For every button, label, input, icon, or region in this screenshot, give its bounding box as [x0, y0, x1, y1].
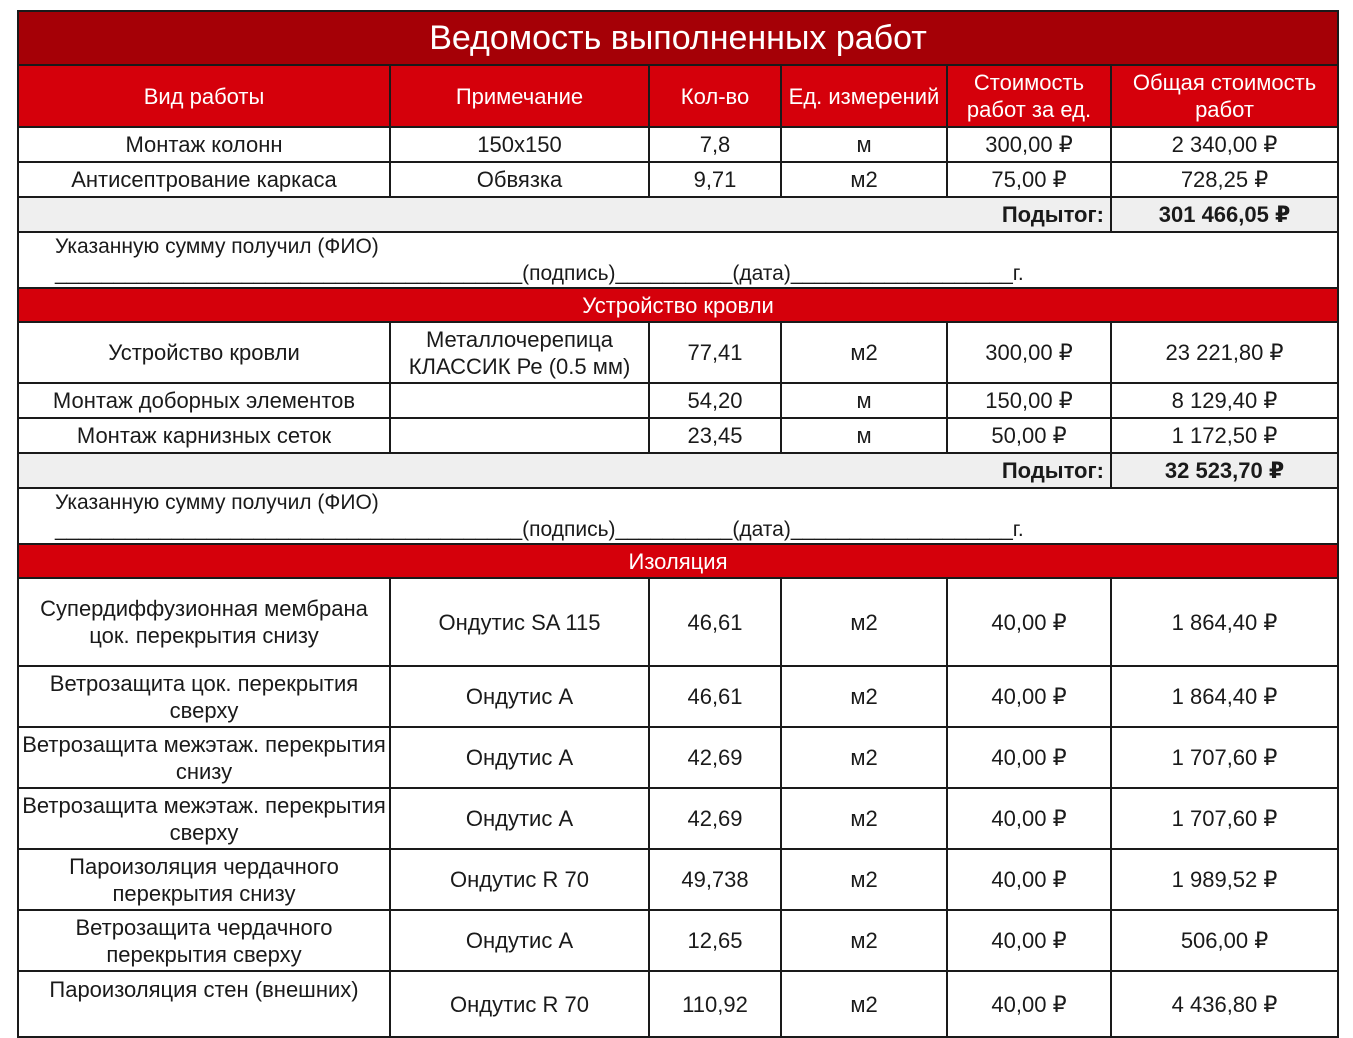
unit-cell: м2	[781, 727, 947, 788]
subtotal-label: Подытог:	[18, 197, 1111, 232]
section-header-row	[18, 288, 1338, 322]
qty-cell: 110,92	[649, 971, 781, 1037]
section-title: Изоляция	[18, 544, 1338, 578]
note-cell: Ондутис А	[390, 788, 649, 849]
signature-line: Указанную сумму получил (ФИО) ________________________________________(подпись)__________(дата)___________________г.	[18, 488, 1338, 544]
table-row	[18, 322, 1338, 383]
work-cell: Устройство кровли	[18, 322, 390, 383]
section-header-row	[18, 544, 1338, 578]
works-statement-table	[17, 10, 1339, 1038]
table-row	[18, 418, 1338, 453]
work-cell: Монтаж доборных элементов	[18, 383, 390, 418]
column-header-note: Примечание	[390, 65, 649, 127]
qty-cell: 7,8	[649, 127, 781, 162]
subtotal-row	[18, 197, 1338, 232]
note-cell: Ондутис R 70	[390, 849, 649, 910]
work-cell: Монтаж колонн	[18, 127, 390, 162]
total-cell: 1 707,60 ₽	[1111, 788, 1338, 849]
price-cell: 40,00 ₽	[947, 666, 1111, 727]
work-cell: Антисептрование каркаса	[18, 162, 390, 197]
work-cell: Пароизоляция чердачного перекрытия снизу	[18, 849, 390, 910]
document-title: Ведомость выполненных работ	[18, 11, 1338, 65]
unit-cell: м2	[781, 666, 947, 727]
column-header-total: Общая стоимость работ	[1111, 65, 1338, 127]
price-cell: 300,00 ₽	[947, 127, 1111, 162]
price-cell: 50,00 ₽	[947, 418, 1111, 453]
signature-row	[18, 232, 1338, 288]
qty-cell: 46,61	[649, 666, 781, 727]
section-title: Устройство кровли	[18, 288, 1338, 322]
works-statement-sheet	[17, 10, 1337, 1038]
table-row	[18, 849, 1338, 910]
work-cell: Супердиффузионная мембрана цок. перекрытия снизу	[18, 578, 390, 666]
subtotal-value: 301 466,05 ₽	[1111, 197, 1338, 232]
signature-line: Указанную сумму получил (ФИО) ________________________________________(подпись)__________(дата)___________________г.	[18, 232, 1338, 288]
column-header-unit: Ед. измерений	[781, 65, 947, 127]
column-header-unit-price: Стоимость работ за ед.	[947, 65, 1111, 127]
qty-cell: 9,71	[649, 162, 781, 197]
subtotal-row	[18, 453, 1338, 488]
unit-cell: м	[781, 383, 947, 418]
work-cell: Ветрозащита межэтаж. перекрытия снизу	[18, 727, 390, 788]
signature-row	[18, 488, 1338, 544]
total-cell: 506,00 ₽	[1111, 910, 1338, 971]
subtotal-value: 32 523,70 ₽	[1111, 453, 1338, 488]
table-row	[18, 666, 1338, 727]
price-cell: 40,00 ₽	[947, 727, 1111, 788]
unit-cell: м2	[781, 578, 947, 666]
qty-cell: 49,738	[649, 849, 781, 910]
unit-cell: м2	[781, 849, 947, 910]
table-row	[18, 788, 1338, 849]
total-cell: 1 989,52 ₽	[1111, 849, 1338, 910]
total-cell: 1 707,60 ₽	[1111, 727, 1338, 788]
price-cell: 40,00 ₽	[947, 971, 1111, 1037]
total-cell: 1 864,40 ₽	[1111, 578, 1338, 666]
total-cell: 8 129,40 ₽	[1111, 383, 1338, 418]
unit-cell: м2	[781, 788, 947, 849]
price-cell: 150,00 ₽	[947, 383, 1111, 418]
note-cell: Металлочерепица КЛАССИК Ре (0.5 мм)	[390, 322, 649, 383]
table-row	[18, 578, 1338, 666]
total-cell: 23 221,80 ₽	[1111, 322, 1338, 383]
qty-cell: 23,45	[649, 418, 781, 453]
qty-cell: 42,69	[649, 727, 781, 788]
unit-cell: м2	[781, 971, 947, 1037]
qty-cell: 46,61	[649, 578, 781, 666]
work-cell: Ветрозащита межэтаж. перекрытия сверху	[18, 788, 390, 849]
price-cell: 75,00 ₽	[947, 162, 1111, 197]
work-cell: Пароизоляция стен (внешних)	[18, 971, 390, 1037]
price-cell: 300,00 ₽	[947, 322, 1111, 383]
table-row	[18, 383, 1338, 418]
unit-cell: м2	[781, 322, 947, 383]
note-cell: Ондутис SA 115	[390, 578, 649, 666]
note-cell: 150х150	[390, 127, 649, 162]
note-cell: Ондутис R 70	[390, 971, 649, 1037]
qty-cell: 12,65	[649, 910, 781, 971]
note-cell: Обвязка	[390, 162, 649, 197]
work-cell: Монтаж карнизных сеток	[18, 418, 390, 453]
total-cell: 1 172,50 ₽	[1111, 418, 1338, 453]
subtotal-label: Подытог:	[18, 453, 1111, 488]
column-header-work: Вид работы	[18, 65, 390, 127]
price-cell: 40,00 ₽	[947, 578, 1111, 666]
table-row	[18, 162, 1338, 197]
table-row	[18, 727, 1338, 788]
note-cell: Ондутис А	[390, 910, 649, 971]
note-cell	[390, 383, 649, 418]
work-cell: Ветрозащита цок. перекрытия сверху	[18, 666, 390, 727]
unit-cell: м	[781, 127, 947, 162]
note-cell	[390, 418, 649, 453]
header-row	[18, 65, 1338, 127]
price-cell: 40,00 ₽	[947, 910, 1111, 971]
total-cell: 728,25 ₽	[1111, 162, 1338, 197]
total-cell: 4 436,80 ₽	[1111, 971, 1338, 1037]
total-cell: 1 864,40 ₽	[1111, 666, 1338, 727]
note-cell: Ондутис А	[390, 666, 649, 727]
table-row	[18, 971, 1338, 1037]
title-row	[18, 11, 1338, 65]
unit-cell: м2	[781, 162, 947, 197]
qty-cell: 42,69	[649, 788, 781, 849]
note-cell: Ондутис А	[390, 727, 649, 788]
qty-cell: 77,41	[649, 322, 781, 383]
total-cell: 2 340,00 ₽	[1111, 127, 1338, 162]
unit-cell: м	[781, 418, 947, 453]
qty-cell: 54,20	[649, 383, 781, 418]
price-cell: 40,00 ₽	[947, 849, 1111, 910]
column-header-qty: Кол-во	[649, 65, 781, 127]
table-row	[18, 127, 1338, 162]
price-cell: 40,00 ₽	[947, 788, 1111, 849]
unit-cell: м2	[781, 910, 947, 971]
table-row	[18, 910, 1338, 971]
work-cell: Ветрозащита чердачного перекрытия сверху	[18, 910, 390, 971]
